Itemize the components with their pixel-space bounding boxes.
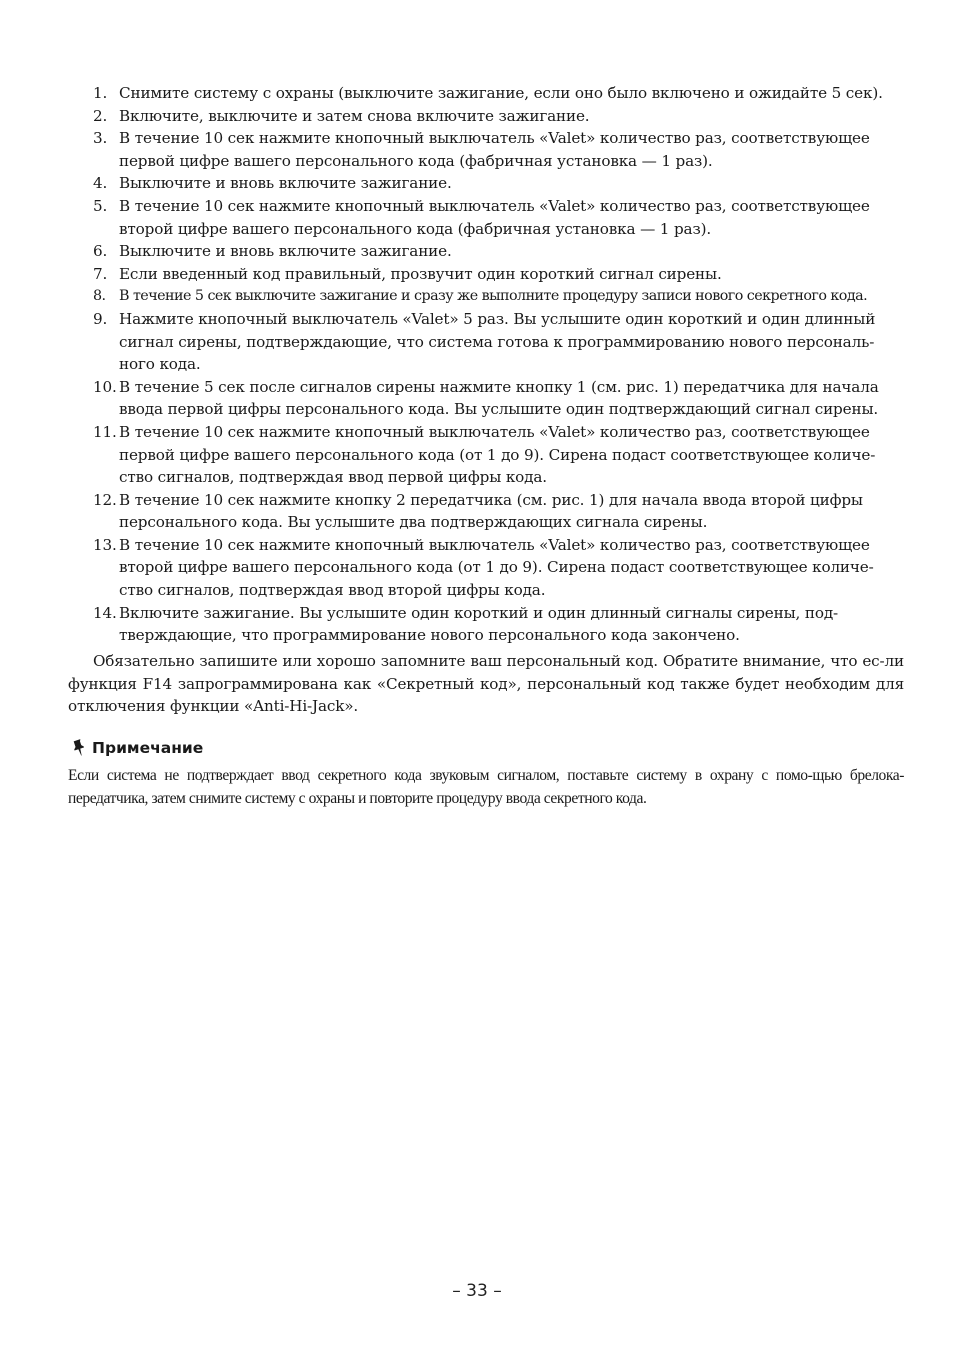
step-text: В течение 10 сек нажмите кнопочный выключатель «Valet» количество раз, соответствующее первой цифре вашего персонального кода (от 1 до 9). Сирена подаст соответствующее количе-ство сигналов, подтверждая ввод первой цифры кода.: [119, 422, 876, 487]
step-item: [68, 172, 904, 195]
note-text: Если система не подтверждает ввод секретного кода звуковым сигналом, поставьте систему в охрану с помо-щью брелока-передатчика, затем снимите систему с охраны и повторите процедуру ввода секретного кода.: [68, 767, 904, 807]
step-number: 7.: [93, 264, 108, 283]
step-text: Снимите систему с охраны (выключите зажигание, если оно было включено и ожидайте 5 сек).: [119, 84, 883, 102]
step-item: [68, 421, 904, 489]
step-text: Выключите и вновь включите зажигание.: [119, 174, 452, 193]
step-number: 5.: [93, 196, 108, 215]
procedure-steps-list: [68, 82, 904, 647]
step-text: В течение 10 сек нажмите кнопку 2 передатчика (см. рис. 1) для начала ввода второй цифры персонального кода. Вы услышите два подтверждающих сигнала сирены.: [119, 490, 863, 532]
step-text: В течение 10 сек нажмите кнопочный выключатель «Valet» количество раз, соответствующее второй цифре вашего персонального кода (фабричная установка — 1 раз).: [119, 196, 870, 238]
step-item: [68, 240, 904, 263]
step-text: Если введенный код правильный, прозвучит один короткий сигнал сирены.: [119, 264, 722, 283]
step-item: [68, 127, 904, 172]
step-number: 13.: [93, 535, 117, 554]
step-item: [68, 105, 904, 128]
step-text: В течение 10 сек нажмите кнопочный выключатель «Valet» количество раз, соответствующее второй цифре вашего персонального кода (от 1 до 9). Сирена подаст соответствующее количе-ство сигналов, подтверждая ввод второй цифры кода.: [119, 535, 874, 600]
step-text: Выключите и вновь включите зажигание.: [119, 242, 452, 261]
step-number: 9.: [93, 309, 108, 328]
step-number: 1.: [93, 84, 108, 102]
step-number: 6.: [93, 242, 108, 261]
pushpin-icon: [72, 739, 86, 757]
step-text: Нажмите кнопочный выключатель «Valet» 5 раз. Вы услышите один короткий и один длинный сигнал сирены, подтверждающие, что система готова к программированию нового персональ-ного кода.: [119, 309, 876, 374]
step-item: [68, 82, 904, 105]
step-number: 10.: [93, 377, 117, 396]
closing-paragraph: Обязательно запишите или хорошо запомните ваш персональный код. Обратите внимание, что ес-ли функция F14 запрограммирована как «Секретный код», персональный код также будет необходим для отключения функции «Anti-Hi-Jack».: [68, 652, 904, 716]
step-item: [68, 285, 904, 308]
step-number: 14.: [93, 603, 117, 622]
step-item: [68, 263, 904, 286]
step-text: В течение 5 сек выключите зажигание и сразу же выполните процедуру записи нового секретного кода.: [119, 288, 868, 305]
step-text: Включите, выключите и затем снова включите зажигание.: [119, 106, 590, 125]
step-number: 11.: [93, 422, 117, 441]
step-number: 8.: [93, 288, 106, 305]
step-text: Включите зажигание. Вы услышите один короткий и один длинный сигналы сирены, под-тверждающие, что программирование нового персонального кода закончено.: [119, 603, 839, 645]
step-item: [68, 308, 904, 376]
step-item: [68, 489, 904, 534]
step-item: [68, 195, 904, 240]
note-heading: [72, 739, 203, 757]
step-item: [68, 602, 904, 647]
step-item: [68, 534, 904, 602]
step-text: В течение 10 сек нажмите кнопочный выключатель «Valet» количество раз, соответствующее первой цифре вашего персонального кода (фабричная установка — 1 раз).: [119, 129, 870, 170]
step-number: 3.: [93, 129, 108, 148]
page-number: – 33 –: [452, 1281, 502, 1301]
step-number: 2.: [93, 106, 108, 125]
step-number: 4.: [93, 174, 108, 193]
step-item: [68, 376, 904, 421]
note-title: Примечание: [92, 739, 204, 757]
step-number: 12.: [93, 490, 117, 509]
step-text: В течение 5 сек после сигналов сирены нажмите кнопку 1 (см. рис. 1) передатчика для начала ввода первой цифры персонального кода. Вы услышите один подтверждающий сигнал сирены.: [119, 377, 879, 419]
